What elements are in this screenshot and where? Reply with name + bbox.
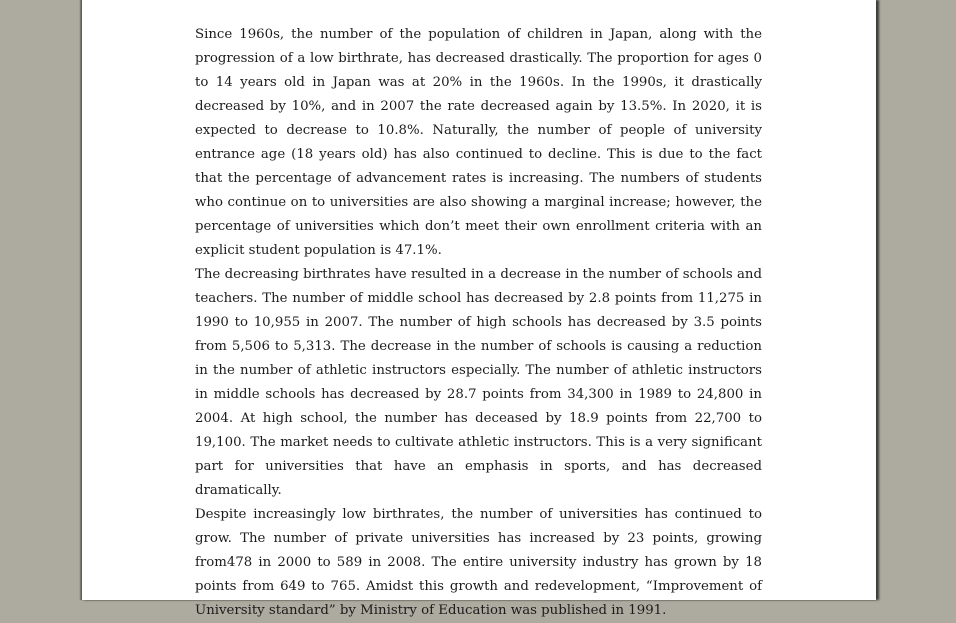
body-text xyxy=(195,23,762,623)
paragraph-birthrate: Since 1960s, the number of the population of children in Japan, along with the progression of a low birthrate, has decreased drastically. The proportion for ages 0 to 14 years old in Japan was at 20% in the 1960s. In the 1990s, it drastically decreased by 10%, and in 2007 the rate decreased again by 13.5%. In 2020, it is expected to decrease to 10.8%. Naturally, the number of people of university entrance age (18 years old) has also continued to decline. This is due to the fact that the percentage of advancement rates is increasing. The numbers of students who continue on to universities are also showing a marginal increase; however, the percentage of universities which don’t meet their own enrollment criteria with an explicit student population is 47.1%. xyxy=(195,27,762,258)
paragraph-universities: Despite increasingly low birthrates, the number of universities has continued to grow. The number of private universities has increased by 23 points, growing from478 in 2000 to 589 in 2008. The entire university industry has grown by 18 points from 649 to 765. Amidst this growth and redevelopment, “Improvement of University standard” by Ministry of Education was published in 1991. xyxy=(195,507,762,618)
document-page xyxy=(81,0,876,618)
paragraph-schools-teachers: The decreasing birthrates have resulted in a decrease in the number of schools and teachers. The number of middle school has decreased by 2.8 points from 11,275 in 1990 to 10,955 in 2007. The number of high schools has decreased by 3.5 points from 5,506 to 5,313. The decrease in the number of schools is causing a reduction in the number of athletic instructors especially. The number of athletic instructors in middle schools has decreased by 28.7 points from 34,300 in 1989 to 24,800 in 2004. At high school, the number has deceased by 18.9 points from 22,700 to 19,100. The market needs to cultivate athletic instructors. This is a very significant part for universities that have an emphasis in sports, and has decreased dramatically. xyxy=(195,267,762,498)
